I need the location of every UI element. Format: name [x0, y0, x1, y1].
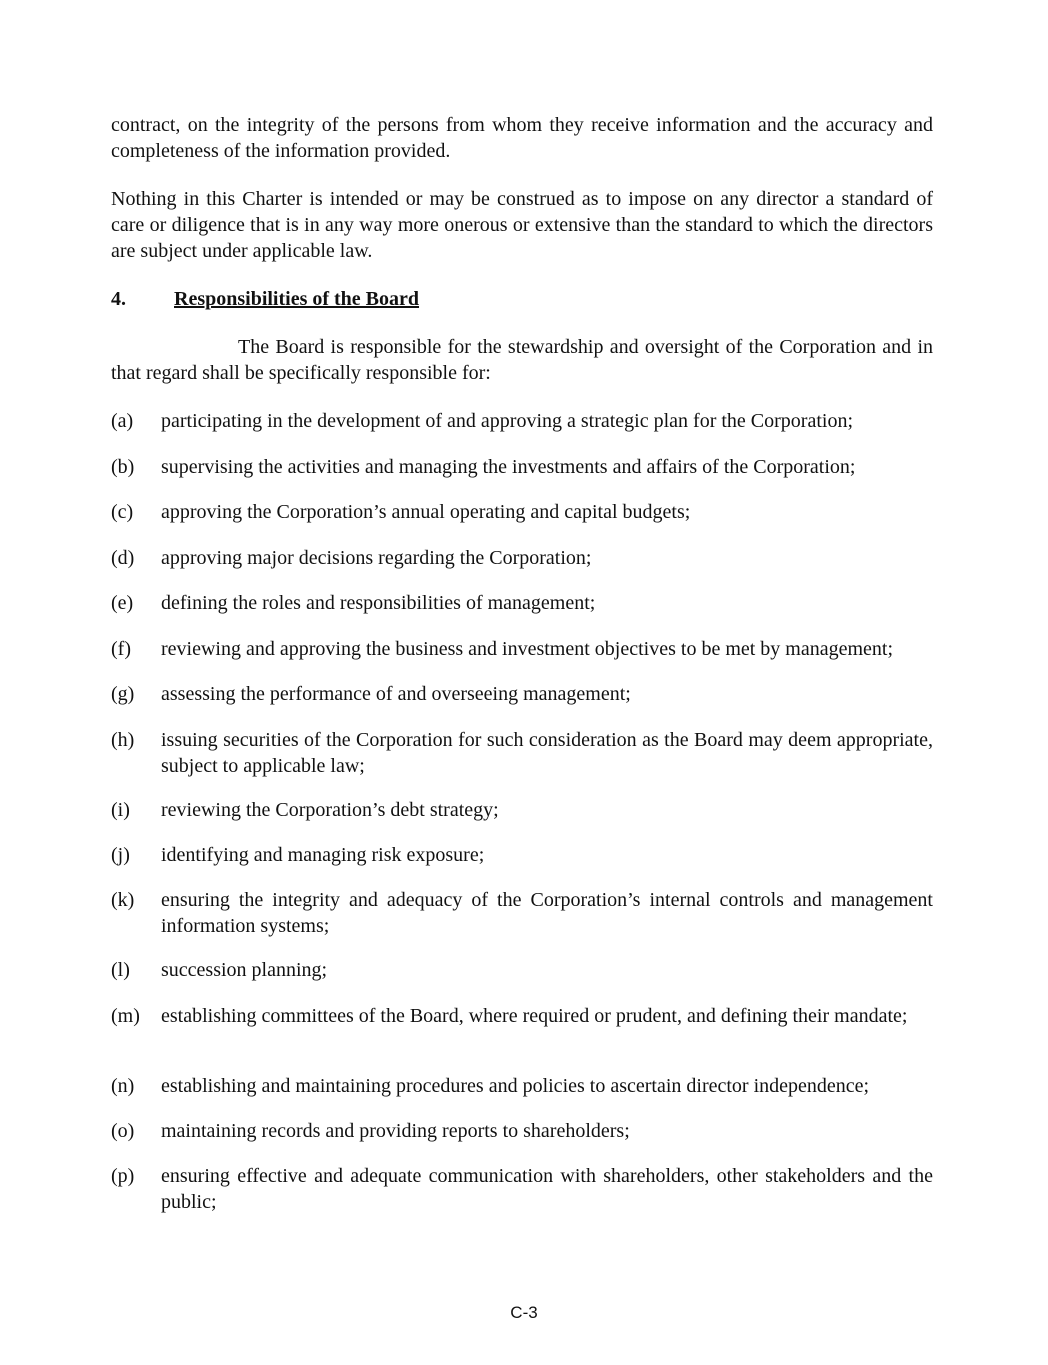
list-item-f [111, 636, 933, 662]
list-item-letter: (h) [111, 729, 135, 751]
list-item-text: reviewing the Corporation’s debt strategy; [161, 799, 499, 821]
list-item-letter: (a) [111, 410, 134, 432]
list-item-b [111, 454, 933, 480]
list-item-text: establishing committees of the Board, where required or prudent, and defining their mandate; [161, 1005, 908, 1027]
list-item-k [111, 887, 933, 939]
intro-paragraph-1: contract, on the integrity of the persons from whom they receive information and the accuracy and completeness of the information provided. [111, 114, 933, 162]
list-item-text: defining the roles and responsibilities of management; [161, 592, 596, 614]
list-item-a [111, 408, 933, 434]
list-item-letter: (f) [111, 638, 131, 660]
list-item-text: maintaining records and providing reports to shareholders; [161, 1120, 630, 1142]
list-item-text: approving the Corporation’s annual operating and capital budgets; [161, 501, 691, 523]
list-item-text: participating in the development of and approving a strategic plan for the Corporation; [161, 410, 854, 432]
list-item-p [111, 1163, 933, 1215]
list-item-l [111, 957, 933, 983]
list-item-c [111, 499, 933, 525]
section-title: Responsibilities of the Board [174, 288, 420, 310]
list-item-i [111, 797, 933, 823]
list-item-letter: (b) [111, 456, 135, 478]
section-lead-paragraph: The Board is responsible for the stewardship and oversight of the Corporation and in that regard shall be specifically responsible for: [111, 336, 933, 384]
intro-paragraph-2: Nothing in this Charter is intended or may be construed as to impose on any director a standard of care or diligence that is in any way more onerous or extensive than the standard to which the directors are subject under applicable law. [111, 188, 933, 262]
page-number: C-3 [510, 1303, 538, 1322]
list-item-text: identifying and managing risk exposure; [161, 844, 485, 866]
list-item-letter: (j) [111, 844, 130, 866]
list-item-text: issuing securities of the Corporation for such consideration as the Board may deem appropriate, subject to applicable law; [161, 729, 933, 777]
list-item-j [111, 842, 933, 868]
list-item-n [111, 1073, 933, 1099]
list-item-e [111, 590, 933, 616]
list-item-letter: (k) [111, 889, 135, 911]
list-item-letter: (c) [111, 501, 134, 523]
list-item-letter: (d) [111, 547, 135, 569]
list-item-d [111, 545, 933, 571]
list-item-g [111, 681, 933, 707]
list-item-text: ensuring effective and adequate communication with shareholders, other stakeholders and the public; [161, 1165, 933, 1213]
list-item-text: supervising the activities and managing the investments and affairs of the Corporation; [161, 456, 856, 478]
list-item-m [111, 1003, 933, 1029]
list-item-o [111, 1118, 933, 1144]
list-item-text: ensuring the integrity and adequacy of the Corporation’s internal controls and management information systems; [161, 889, 933, 937]
list-item-letter: (n) [111, 1075, 135, 1097]
list-item-text: establishing and maintaining procedures and policies to ascertain director independence; [161, 1075, 870, 1097]
list-item-letter: (o) [111, 1120, 135, 1142]
list-item-text: succession planning; [161, 959, 328, 981]
section-number: 4. [111, 288, 126, 310]
list-item-text: reviewing and approving the business and investment objectives to be met by management; [161, 638, 894, 660]
list-item-h [111, 727, 933, 779]
section-heading [111, 286, 933, 312]
list-item-text: assessing the performance of and overseeing management; [161, 683, 631, 705]
list-item-text: approving major decisions regarding the Corporation; [161, 547, 592, 569]
list-item-letter: (e) [111, 592, 134, 614]
list-item-letter: (g) [111, 683, 135, 705]
list-item-letter: (i) [111, 799, 130, 821]
list-item-letter: (m) [111, 1005, 140, 1027]
list-item-letter: (l) [111, 959, 130, 981]
list-item-letter: (p) [111, 1165, 135, 1187]
